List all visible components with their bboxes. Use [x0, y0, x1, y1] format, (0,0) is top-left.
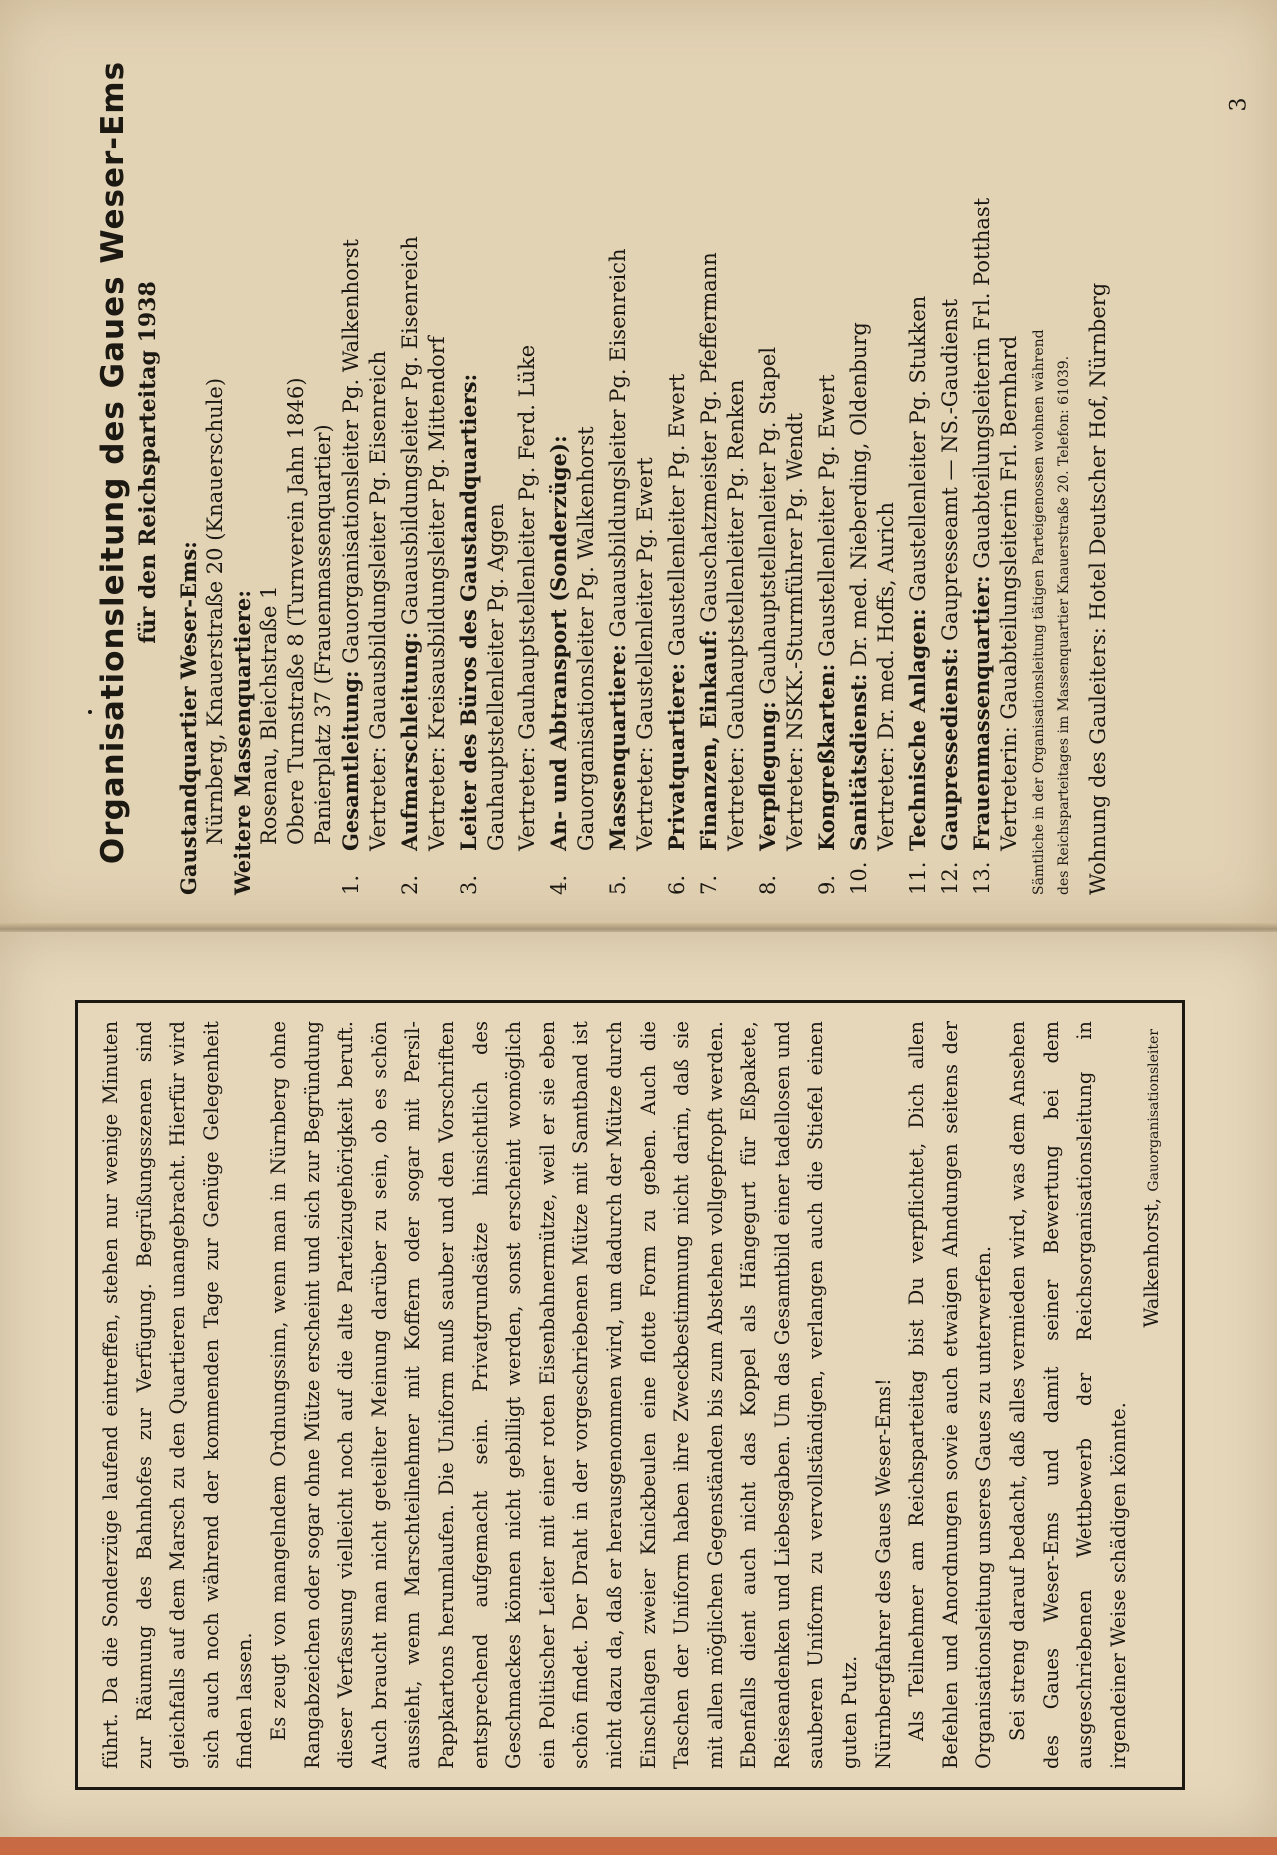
entry-number: 10. — [847, 861, 871, 895]
org-entry — [337, 30, 392, 895]
org-entry — [695, 30, 750, 895]
entry-line — [813, 30, 841, 895]
org-entry — [545, 30, 600, 895]
org-entry — [754, 30, 809, 895]
entry-person: Gaupresseamt — NS.-Gaudienst — [938, 298, 962, 641]
quarters-label: Weitere Massenquartiere: — [230, 590, 255, 895]
entry-number: 8. — [756, 874, 780, 895]
entry-number: 7. — [697, 874, 721, 895]
entry-deputy: Vertreter: Gauhauptstellenleiter Pg. Ferd. Lüke — [515, 344, 539, 851]
entry-line — [337, 30, 365, 895]
signature-role: Gauorganisationsleiter — [1146, 1029, 1163, 1192]
org-entry — [514, 30, 541, 895]
entry-deputy: Vertreter: Gauhauptstellenleiter Pg. Renken — [724, 379, 748, 851]
entry-title: Sanitätsdienst: — [846, 673, 871, 851]
org-entry — [904, 30, 932, 895]
entry-title: Leiter des Büros des Gaustandquartiers: — [456, 373, 481, 851]
entry-line — [936, 30, 964, 895]
entry-number: 13. — [970, 861, 994, 895]
entry-title: Privatquartiere: — [664, 662, 689, 851]
entry-line — [396, 30, 424, 895]
entry-person: Gaustellenleiter Pg. Ewert — [665, 373, 689, 657]
top-page — [0, 0, 1277, 925]
note-line: des Reichsparteitages im Massenquartier Knauerstraße 20. Telefon: 61039. — [1056, 355, 1072, 895]
entry-title: Verpflegung: — [755, 701, 780, 851]
entry-number: 2. — [398, 874, 422, 895]
entry-deputy: Gauorganisationsleiter Pg. Walkenhorst — [574, 426, 598, 851]
signature-name: Walkenhorst, — [1140, 1197, 1164, 1328]
org-title: Organisationsleitung des Gaues Weser-Ems — [95, 60, 131, 865]
org-entry — [968, 30, 1023, 895]
entry-number: 9. — [815, 874, 839, 895]
entry-number: 5. — [606, 874, 630, 895]
entry-deputy: Vertreterin: Gauabteilungsleiterin Frl. Bernhard — [997, 335, 1021, 851]
entry-title: Gesamtleitung: — [338, 670, 363, 851]
entry-deputy: Vertreter: Dr. med. Hoffs, Aurich — [874, 501, 898, 851]
quarter-item: Panierplatz 37 (Frauenmassenquartier) — [311, 424, 335, 845]
org-entry — [845, 30, 900, 895]
entry-line — [663, 30, 691, 895]
quarter-item: Obere Turnstraße 8 (Turnverein Jahn 1846) — [284, 377, 308, 845]
entry-line — [604, 30, 632, 895]
entry-deputy: Gauhauptstellenleiter Pg. Aggen — [484, 503, 508, 851]
entry-number: 3. — [457, 874, 481, 895]
entry-title: An- und Abtransport (Sonderzüge): — [546, 435, 571, 851]
entry-title: Finanzen, Einkauf: — [696, 629, 721, 851]
quarter-item: Rosenau, Bleichstraße 1 — [257, 585, 281, 845]
signature-line — [1135, 1021, 1172, 1769]
paragraph: führt. Da die Sonderzüge laufend eintreffen, stehen nur wenige Minuten zur Räumung des Bahnhofes zur Verfügung. Begrüßungsszenen sind gleichfalls auf dem Marsch zu den Quartieren unangebracht. Hierfür wird sich auch noch während der kommenden Tage zur Genüge Gelegenheit finden lassen. — [99, 1021, 257, 1769]
entry-title: Massenquartiere: — [605, 644, 630, 851]
entry-title: Gaupressedienst: — [937, 647, 962, 851]
paragraph: Sei streng darauf bedacht, daß alles vermieden wird, was dem Ansehen des Gaues Weser-Ems und damit seiner Bewertung bei dem ausgeschriebenen Wettbewerb der Reichsorganisationsleitung in irgendeiner Weise schädigen könnte. — [1006, 1021, 1130, 1769]
entry-line — [545, 30, 573, 895]
org-entry — [663, 30, 691, 895]
entry-deputy: Vertreter: Gauausbildungsleiter Pg. Eisenreich — [366, 350, 390, 851]
entry-line — [754, 30, 782, 895]
entry-title: Technische Anlagen: — [905, 608, 930, 851]
entry-person: Gauausbildungsleiter Pg. Eisenreich — [398, 236, 422, 625]
entry-line — [845, 30, 873, 895]
org-entry — [936, 30, 964, 895]
paragraph-heading: Nürnbergfahrer des Gaues Weser-Ems! — [871, 1378, 895, 1769]
hq-address: Nürnberg, Knauerstraße 20 (Knauerschule) — [203, 377, 227, 845]
entry-title: Aufmarschleitung: — [397, 631, 422, 851]
entry-number: 6. — [665, 874, 689, 895]
entry-number: 4. — [547, 874, 571, 895]
instruction-box — [75, 1000, 1185, 1790]
entry-deputy: Vertreter: NSKK.-Sturmführer Pg. Wendt — [783, 412, 807, 851]
entry-line — [455, 30, 483, 895]
entry-person: Gaustellenleiter Pg. Stukken — [906, 295, 930, 602]
note-line: Sämtliche in der Organisationsleitung tätigen Parteigenossen wohnen während — [1031, 329, 1047, 895]
entry-deputy: Vertreter: Gaustellenleiter Pg. Ewert — [633, 457, 657, 851]
entry-line — [968, 30, 996, 895]
org-entry — [455, 30, 510, 895]
entry-person: Gauausbildungsleiter Pg. Eisenreich — [606, 248, 630, 638]
organisation-listing — [95, 30, 1115, 895]
entry-number: 1. — [339, 874, 363, 895]
residence-line: Wohnung des Gauleiters: Hotel Deutscher Hof, Nürnberg — [1086, 282, 1110, 895]
entry-line — [695, 30, 723, 895]
entry-person: Dr. med. Nieberding, Oldenburg — [847, 322, 871, 667]
org-entry — [604, 30, 659, 895]
org-entry — [813, 30, 841, 895]
entry-person: Gauhauptstellenleiter Pg. Stapel — [756, 346, 780, 695]
paragraph: Es zeugt von mangelndem Ordnungssinn, wenn man in Nürnberg ohne Rangabzeichen oder sogar ohne Mütze erscheint und sich zur Begründung dieser Verfassung vielleicht noch auf die alte Parteizugehörigkeit beruft. Auch braucht man nicht geteilter Meinung darüber zu sein, ob es schön aussieht, wenn Marschteilnehmer mit Koffern oder sogar mit Persil-Pappkartons herumlaufen. Die Uniform muß sauber und den Vorschriften entsprechend aufgemacht sein. Privatgrundsätze hinsichtlich des Geschmackes können nicht gebilligt werden, sonst erscheint womöglich ein Politischer Leiter mit einer roten Eisenbahnermütze, weil er sie eben schön findet. Der Draht in der vorgeschriebenen Mütze mit Samtband ist nicht dazu da, daß er herausgenommen wird, um dadurch der Mütze durch Einschlagen zweier Knickbeulen eine flotte Form zu geben. Auch die Taschen der Uniform haben ihre Zweckbestimmung nicht darin, daß sie mit allen möglichen Gegenständen bis zum Abstehen vollgepfropft werden. Ebenfalls dient auch nicht das Koppel als Hängegurt für Eßpakete, Reiseandenken und Liebesgaben. Um das Gesamtbild einer tadellosen und sauberen Uniform zu vervollständigen, verlangen auch die Stiefel einen guten Putz. — [266, 1021, 862, 1769]
entry-list — [337, 30, 1023, 895]
entry-line — [904, 30, 932, 895]
entry-deputy: Vertreter: Kreisausbildungsleiter Pg. Mittendorf — [425, 336, 449, 851]
paragraph: Als Teilnehmer am Reichsparteitag bist Du verpflichtet, Dich allen Befehlen und Anordnungen sowie auch etwaigen Ahndungen seitens der Organisationsleitung unseres Gaues zu unterwerfen. — [905, 1021, 996, 1769]
entry-person: Gaustellenleiter Pg. Ewert — [815, 374, 839, 657]
entry-number: 12. — [938, 861, 962, 895]
entry-person: Gauorganisationsleiter Pg. Walkenhorst — [339, 239, 363, 664]
org-subtitle: für den Reichsparteitag 1938 — [135, 281, 161, 644]
entry-person: Gauschatzmeister Pg. Pfeffermann — [697, 252, 721, 623]
ink-dot — [88, 710, 92, 714]
entry-title: Frauenmassenquartier: — [969, 575, 994, 851]
page-number: 3 — [1226, 97, 1252, 112]
entry-number: 11. — [906, 861, 930, 895]
hq-label: Gaustandquartier Weser-Ems: — [176, 541, 201, 895]
entry-person: Gauabteilungsleiterin Frl. Potthast — [970, 197, 994, 569]
org-entry — [396, 30, 451, 895]
entry-title: Kongreßkarten: — [814, 663, 839, 851]
